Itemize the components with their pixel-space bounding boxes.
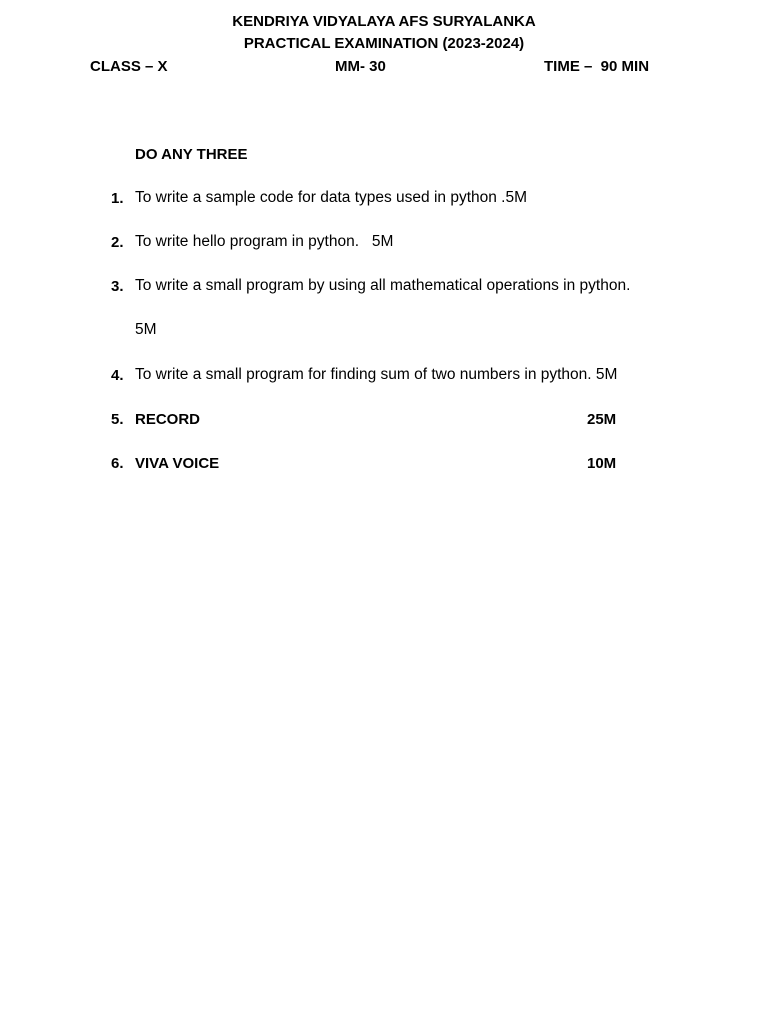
class-label: CLASS – X: [90, 58, 168, 75]
question-number: 2.: [111, 234, 124, 251]
max-marks: MM- 30: [335, 58, 386, 75]
question-text: To write a small program by using all mathematical operations in python.: [135, 277, 631, 294]
question-text: To write a small program for finding sum of two numbers in python. 5M: [135, 366, 618, 383]
question-number: 1.: [111, 190, 124, 207]
question-text: To write a sample code for data types used in python .5M: [135, 189, 528, 206]
question-text: VIVA VOICE: [135, 455, 220, 472]
question-text: RECORD: [135, 411, 201, 428]
question-number: 6.: [111, 455, 124, 472]
instruction: DO ANY THREE: [135, 146, 248, 163]
question-marks: 10M: [587, 455, 617, 472]
question-continuation: 5M: [135, 321, 157, 338]
question-number: 3.: [111, 278, 124, 295]
question-text: To write hello program in python. 5M: [135, 233, 394, 250]
exam-title: PRACTICAL EXAMINATION (2023-2024): [243, 35, 525, 52]
question-marks: 25M: [587, 411, 617, 428]
school-name: KENDRIYA VIDYALAYA AFS SURYALANKA: [232, 13, 536, 30]
question-number: 4.: [111, 367, 124, 384]
question-number: 5.: [111, 411, 124, 428]
time-allowed: TIME – 90 MIN: [544, 58, 650, 75]
